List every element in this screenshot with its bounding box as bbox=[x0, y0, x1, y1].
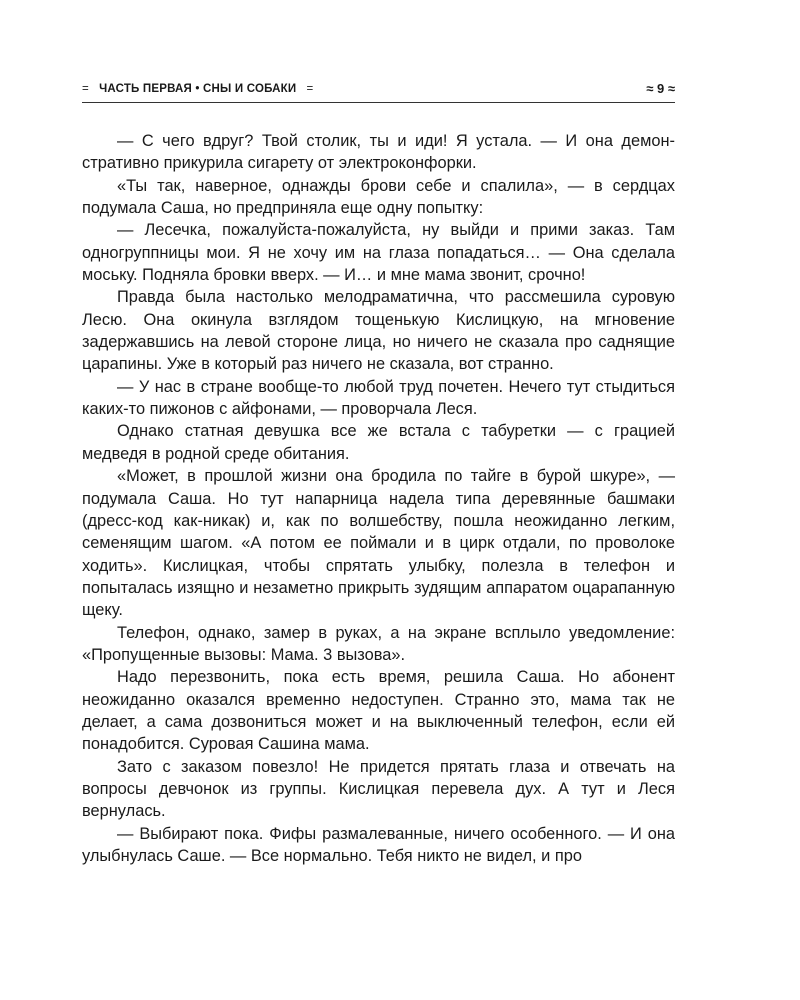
paragraph: Однако статная девушка все же встала с табуретки — с грацией медведя в родной среде обитания. bbox=[82, 422, 675, 463]
paragraph: — Выбирают пока. Фифы размалеванные, ничего особенного. — И она улыбнулась Саше. — Все нормально. Тебя никто не видел, и про bbox=[82, 824, 675, 865]
page-number: ≈ 9 ≈ bbox=[646, 81, 675, 96]
paragraph: Телефон, однако, замер в руках, а на экране всплыло уведомление: «Пропущенные вызовы: Мама. 3 вызова». bbox=[82, 623, 675, 664]
paragraph: Надо перезвонить, пока есть время, решила Саша. Но абонент неожиданно оказался временно недоступен. Странно это, мама так не делает, а сама дозвониться может и на выключенный телефон, если ей понадобится. Суровая Сашина мама. bbox=[82, 668, 675, 754]
running-header bbox=[82, 80, 675, 103]
paragraph: — С чего вдруг? Твой столик, ты и иди! Я устала. — И она демонстративно прикурила сигарету от электроконфорки. bbox=[82, 132, 675, 173]
paragraph: — У нас в стране вообще-то любой труд почетен. Нечего тут стыдиться каких-то пижонов с айфонами, — проворчала Леся. bbox=[82, 377, 675, 419]
paragraph: «Может, в прошлой жизни она бродила по тайге в бурой шкуре», — подумала Саша. Но тут напарница надела типа деревянные башмаки (дресс-код как-никак) и, как по волшебству, пошла неожиданно легким, семенящим шагом. «А потом ее поймали и в цирк отдали, по проволоке ходить». Кислицкая, чтобы спрятать улыбку, полезла в телефон и попыталась изящно и незаметно прикрыть зудящим аппаратом оцарапанную щеку. bbox=[82, 467, 675, 620]
paragraph: — Лесечка, пожалуйста-пожалуйста, ну выйди и прими заказ. Там одногруппницы мои. Я не хочу им на глаза попадаться… — Она сделала моську. Подняла бровки вверх. — И… и мне мама звонит, срочно! bbox=[82, 221, 675, 285]
paragraph: Зато с заказом повезло! Не придется прятать глаза и отвечать на вопросы девчонок из группы. Кислицкая перевела дух. А тут и Леся вернулась. bbox=[82, 757, 675, 821]
paragraph: Правда была настолько мелодраматична, что рассмешила суровую Лесю. Она окинула взглядом тощенькую Кислицкую, на мгновение задержавшись на левой стороне лица, но ничего не сказала про саднящие царапины. Уже в который раз ничего не сказала, вот странно. bbox=[82, 288, 675, 374]
header-left-dash: = bbox=[82, 83, 89, 95]
section-title bbox=[82, 83, 313, 95]
paragraph: «Ты так, наверное, однажды брови себе и спалила», — в сердцах подумала Саша, но предприняла еще одну попытку: bbox=[82, 176, 675, 218]
header-right-dash: = bbox=[306, 83, 314, 95]
section-title-text: ЧАСТЬ ПЕРВАЯ • СНЫ И СОБАКИ bbox=[99, 83, 297, 95]
body-text bbox=[82, 130, 675, 867]
